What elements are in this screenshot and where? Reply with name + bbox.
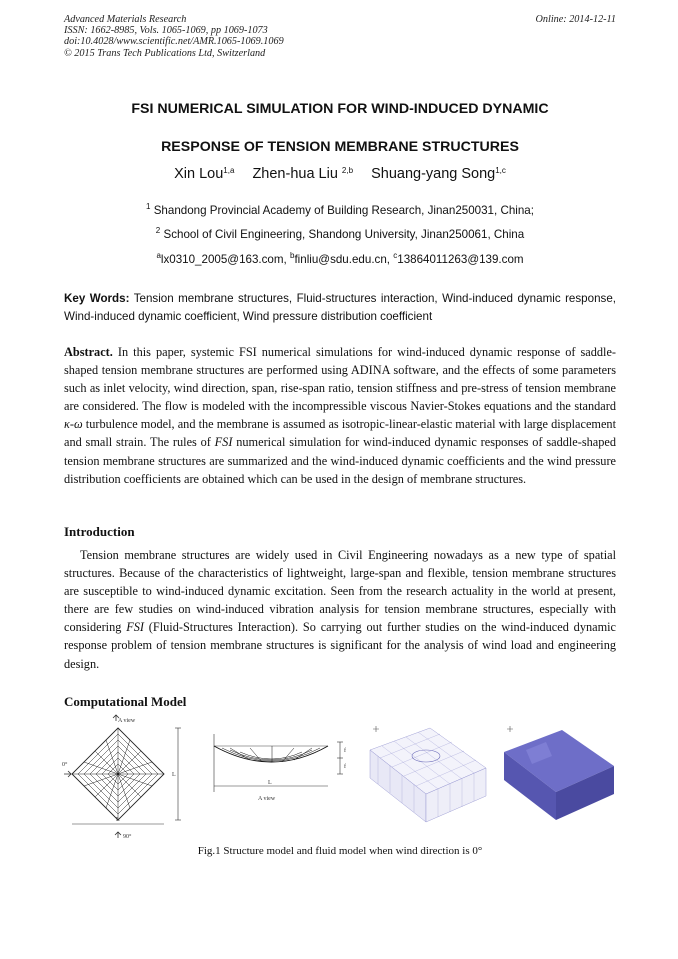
fluid-domain-model <box>496 712 620 828</box>
author-sup: 1,a <box>223 166 235 175</box>
journal-copyright: © 2015 Trans Tech Publications Ltd, Switzerland <box>64 47 266 59</box>
keywords-text: Tension membrane structures, Fluid-structures interaction, Wind-induced dynamic response, Wind-induced dynamic coefficient, Wind pressure distribution coefficient <box>64 292 616 323</box>
a-view-label: A view <box>118 718 136 724</box>
membrane-plan-mesh <box>72 728 164 820</box>
abstract-block <box>64 343 616 488</box>
introduction-fsi: FSI <box>126 620 144 635</box>
introduction-text: Tension membrane structures are widely used in Civil Engineering nowadays as a new type of spatial structures. Because of the characteristics of lightweight, large-span and flexible, tension membrane structures are susceptible to wind-induced dynamic excitation. Seen from the research actuality in the world at present, there are few studies on wind-induced vibration analysis for tension membrane structures, especially with considering <box>64 548 616 635</box>
online-date: Online: 2014-12-11 <box>535 14 616 25</box>
rise-label-top: f <box>344 748 346 754</box>
direction-0-label: 0° <box>62 762 68 768</box>
author-sup: 1,c <box>495 166 506 175</box>
figure-1 <box>60 712 620 852</box>
introduction-text: (Fluid-Structures Interaction). So carrying out further studies on the wind-induced dynamic response problem of tension membrane structures is significant for the analysis of wind load and engineering design. <box>64 620 617 671</box>
title-line-2: RESPONSE OF TENSION MEMBRANE STRUCTURES <box>161 139 519 155</box>
email-sup: b <box>290 251 295 260</box>
direction-90-label: 90° <box>123 834 132 840</box>
membrane-plan-view <box>60 712 190 844</box>
abstract-text: turbulence model, and the membrane is assumed as isotropic-linear-elastic material with large displacement and small strain. The rules of <box>64 417 616 450</box>
journal-header <box>64 14 616 59</box>
section-heading-computational-model: Computational Model <box>64 694 187 709</box>
section-heading-introduction: Introduction <box>64 524 135 539</box>
journal-issn: ISSN: 1662-8985, Vols. 1065-1069, pp 1069-1073 <box>64 25 268 37</box>
email-address[interactable]: lx0310_2005@163.com, <box>160 253 287 266</box>
abstract-label: Abstract. <box>64 345 113 359</box>
figure-1-caption: Fig.1 Structure model and fluid model when wind direction is 0° <box>197 845 483 857</box>
affiliation-text: School of Civil Engineering, Shandong University, Jinan250061, China <box>163 228 525 241</box>
keywords-block <box>64 290 616 326</box>
rise-label-bottom: f <box>344 764 346 770</box>
author-list <box>64 166 616 182</box>
abstract-text: In this paper, systemic FSI numerical simulations for wind-induced dynamic response of saddle-shaped tension membrane structures are performed using ADINA software, and the effects of some parameters such as inlet velocity, wind direction, span, rise-span ratio, tension stiffness and pre-stress of tension membrane are considered. The flow is modeled with the incompressible viscous Navier-Stokes equations and the standard <box>64 345 616 414</box>
email-list <box>64 253 616 266</box>
abstract-text: numerical simulation for wind-induced dynamic responses of saddle-shaped tension membrane structures are summarized and the wind-induced dynamic coefficients and the wind pressure distribution coefficients are obtained which can be used in the design of membrane structures. <box>64 435 616 486</box>
a-view-caption: A view <box>258 796 276 802</box>
affiliation-2 <box>64 228 616 241</box>
keywords-label: Key Words: <box>64 292 130 305</box>
introduction-body <box>64 546 616 673</box>
fluid-mesh-model <box>362 712 490 828</box>
email-address[interactable]: 13864011263@139.com <box>397 253 524 266</box>
affiliation-sup: 2 <box>155 226 161 235</box>
affiliation-text: Shandong Provincial Academy of Building Research, Jinan250031, China; <box>153 204 534 217</box>
journal-doi: doi:10.4028/www.scientific.net/AMR.1065-1069.1069 <box>64 36 284 48</box>
affiliation-1 <box>64 204 616 217</box>
email-address[interactable]: finliu@sdu.edu.cn, <box>294 253 391 266</box>
membrane-elevation-mesh <box>214 746 328 762</box>
journal-name: Advanced Materials Research <box>64 14 187 25</box>
membrane-elevation-view <box>210 712 358 812</box>
email-sup: a <box>156 251 161 260</box>
author-name: Xin Lou <box>174 166 224 182</box>
title-line-1: FSI NUMERICAL SIMULATION FOR WIND-INDUCED DYNAMIC <box>131 101 549 117</box>
affiliation-sup: 1 <box>146 202 151 211</box>
author-sup: 2,b <box>341 166 354 175</box>
abstract-model-symbol: κ-ω <box>64 417 83 432</box>
author-name: Zhen-hua Liu <box>252 166 338 182</box>
dimension-l-vertical: L <box>172 772 176 778</box>
span-label: L <box>268 780 272 786</box>
paper-title <box>64 90 616 166</box>
abstract-fsi: FSI <box>214 435 233 450</box>
dimension-l-horizontal: L <box>116 817 120 823</box>
email-sup: c <box>393 251 398 260</box>
author-name: Shuang-yang Song <box>371 166 496 182</box>
